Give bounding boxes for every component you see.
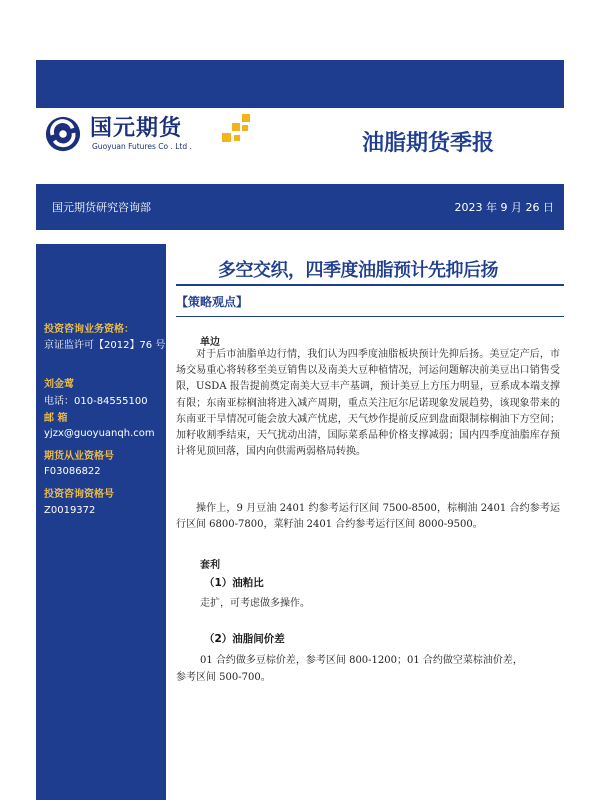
single-side-heading: 单边 <box>200 337 220 348</box>
oil-meal-ratio-title: （1）油粕比 <box>204 577 264 589</box>
email-label: 邮 箱 <box>44 413 68 424</box>
company-name-cn: 国元期货 <box>90 116 183 141</box>
oil-spread-text-line2: 参考区间 500-700。 <box>176 672 271 683</box>
arbitrage-heading: 套利 <box>200 560 220 571</box>
operation-paragraph: 操作上，9 月豆油 2401 约参考运行区间 7500-8500，棕榈油 2401 合约参考运行区间 6800-7800，菜籽油 2401 合约参考运行区间 8000-9500。 <box>176 503 560 531</box>
header-top-band <box>36 60 564 108</box>
author-name: 刘金莺 <box>44 379 74 390</box>
guoyuan-emblem-icon <box>44 115 82 153</box>
company-name-en: Guoyuan Futures Co . Ltd . <box>92 142 192 151</box>
report-title: 油脂期货季报 <box>362 131 495 156</box>
author-sidebar <box>36 244 166 800</box>
qualification-label: 投资咨询业务资格： <box>44 324 134 335</box>
headline-divider <box>176 284 564 286</box>
oil-spread-title: （2）油脂间价差 <box>204 633 285 645</box>
gold-squares-icon <box>222 114 250 144</box>
oil-meal-ratio-text: 走扩，可考虑做多操作。 <box>200 598 310 609</box>
department-name: 国元期货研究咨询部 <box>52 201 151 214</box>
strategy-section-header: 【策略观点】 <box>176 295 249 309</box>
consult-license-number: Z0019372 <box>44 505 96 516</box>
oil-spread-text-line1: 01 合约做多豆棕价差，参考区间 800-1200；01 合约做空菜棕油价差， <box>200 655 523 666</box>
qualification-value: 京证监许可【2012】76 号 <box>44 340 166 351</box>
section-divider <box>176 316 564 317</box>
practice-license-number: F03086822 <box>44 466 101 477</box>
single-side-paragraph: 对于后市油脂单边行情，我们认为四季度油脂板块预计先抑后扬。美豆定产后，市场交易重心将转移至美豆销售以及南美大豆种植情况，河运问题解决前美豆出口销售受限，USDA 报告提前奠定南美大豆丰产基调，预计美豆上方压力明显，豆系成本端支撑有限；东南亚棕榈油将进入减产周期，重点关注厄尔尼诺现象发展趋势，该现象带来的东南亚干旱情况可能会放大减产忧虑，天气炒作提前反应到盘面限制棕榈油下方空间；加籽收割季结束，天气扰动出清，国际菜系品种价格支撑减弱；国内四季度油脂库存预计将见顶回落，国内向供需两弱格局转换。 <box>176 349 560 458</box>
main-headline: 多空交织，四季度油脂预计先抑后扬 <box>218 260 498 281</box>
info-band <box>36 184 564 230</box>
practice-license-label: 期货从业资格号 <box>44 451 114 462</box>
consult-license-label: 投资咨询资格号 <box>44 489 114 500</box>
report-date: 2023 年 9 月 26 日 <box>454 201 554 214</box>
author-email: yjzx@guoyuanqh.com <box>44 428 155 439</box>
author-phone: 电话：010-84555100 <box>44 396 148 407</box>
company-logo <box>36 108 254 164</box>
